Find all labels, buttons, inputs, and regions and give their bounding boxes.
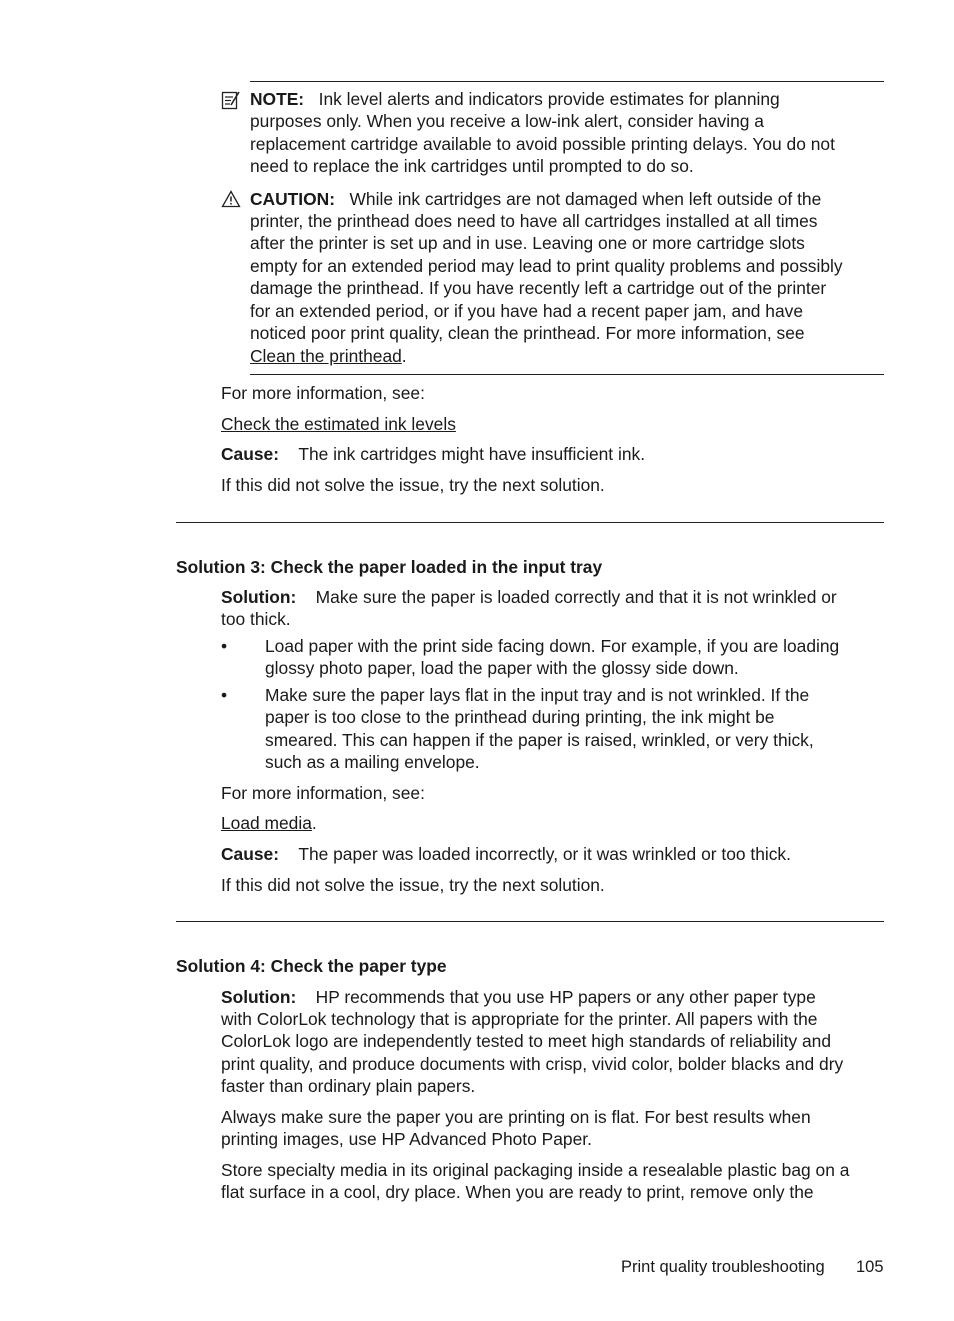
section-divider-2 bbox=[176, 921, 884, 922]
bullet-2-line-2: paper is too close to the printhead during printing, the ink might be bbox=[265, 707, 775, 727]
caution-line-8: Clean the printhead. bbox=[250, 346, 407, 366]
solution-4-line-2: with ColorLok technology that is appropriate for the printer. All papers with the bbox=[221, 1009, 818, 1029]
bullet-2-line-1: Make sure the paper lays flat in the input tray and is not wrinkled. If the bbox=[265, 685, 810, 705]
solution-3-label: Solution: bbox=[221, 587, 297, 607]
caution-line-7: noticed poor print quality, clean the printhead. For more information, see bbox=[250, 323, 805, 343]
cause-line: Cause: The ink cartridges might have insufficient ink. bbox=[221, 444, 646, 464]
bullet-marker-2: • bbox=[221, 685, 228, 705]
caution-icon bbox=[221, 190, 241, 214]
caution-line-5: damage the printhead. If you have recently left a cartridge out of the printer bbox=[250, 278, 827, 298]
solution-4-line-3: ColorLok logo are independently tested to meet high standards of reliability and bbox=[221, 1031, 832, 1051]
solution-3-heading: Solution 3: Check the paper loaded in the input tray bbox=[176, 557, 603, 577]
bullet-2-line-4: such as a mailing envelope. bbox=[265, 752, 480, 772]
solution-4-para3-line-2: flat surface in a cool, dry place. When you are ready to print, remove only the bbox=[221, 1182, 814, 1202]
solution-3-next: If this did not solve the issue, try the next solution. bbox=[221, 875, 605, 895]
bullet-2-line-3: smeared. This can happen if the paper is raised, wrinkled, or very thick, bbox=[265, 730, 814, 750]
caution-bottom-rule bbox=[250, 374, 884, 375]
bullet-1-line-2: glossy photo paper, load the paper with the glossy side down. bbox=[265, 658, 739, 678]
note-top-rule bbox=[250, 81, 884, 82]
solution-4-line-5: faster than ordinary plain papers. bbox=[221, 1076, 476, 1096]
solution-3-line-1: Solution: Make sure the paper is loaded correctly and that it is not wrinkled or bbox=[221, 587, 837, 607]
solution-3-link-line: Load media. bbox=[221, 813, 317, 833]
solution-4-para2-line-1: Always make sure the paper you are printing on is flat. For best results when bbox=[221, 1107, 811, 1127]
footer-page-number: 105 bbox=[856, 1258, 884, 1276]
note-line-1: NOTE: Ink level alerts and indicators provide estimates for planning bbox=[250, 89, 780, 109]
note-label: NOTE: bbox=[250, 89, 305, 109]
note-line-3: replacement cartridge available to avoid possible printing delays. You do not bbox=[250, 134, 835, 154]
caution-line-4: empty for an extended period may lead to print quality problems and possibly bbox=[250, 256, 843, 276]
caution-line-6: for an extended period, or if you have had a recent paper jam, and have bbox=[250, 301, 804, 321]
next-solution-text: If this did not solve the issue, try the next solution. bbox=[221, 475, 605, 495]
cause-label: Cause: bbox=[221, 444, 279, 464]
solution-4-line-4: print quality, and produce documents with crisp, vivid color, bolder blacks and dry bbox=[221, 1054, 844, 1074]
solution-3-more-info: For more information, see: bbox=[221, 783, 425, 803]
solution-4-label: Solution: bbox=[221, 987, 297, 1007]
bullet-marker-1: • bbox=[221, 636, 228, 656]
footer-section-title: Print quality troubleshooting bbox=[621, 1258, 825, 1276]
load-media-link[interactable]: Load media bbox=[221, 813, 312, 833]
caution-line-1: CAUTION: While ink cartridges are not damaged when left outside of the bbox=[250, 189, 822, 209]
solution-4-line-1: Solution: HP recommends that you use HP papers or any other paper type bbox=[221, 987, 816, 1007]
solution-4-para2-line-2: printing images, use HP Advanced Photo Paper. bbox=[221, 1129, 592, 1149]
solution-3-cause-line: Cause: The paper was loaded incorrectly, or it was wrinkled or too thick. bbox=[221, 844, 791, 864]
solution-3-line-2: too thick. bbox=[221, 609, 291, 629]
check-ink-levels-link[interactable]: Check the estimated ink levels bbox=[221, 414, 456, 434]
bullet-1-line-1: Load paper with the print side facing down. For example, if you are loading bbox=[265, 636, 840, 656]
solution-4-heading: Solution 4: Check the paper type bbox=[176, 956, 447, 976]
more-info-text: For more information, see: bbox=[221, 383, 425, 403]
solution-4-para3-line-1: Store specialty media in its original packaging inside a resealable plastic bag on a bbox=[221, 1160, 850, 1180]
section-divider-1 bbox=[176, 522, 884, 523]
caution-label: CAUTION: bbox=[250, 189, 336, 209]
note-line-2: purposes only. When you receive a low-ink alert, consider having a bbox=[250, 111, 764, 131]
note-icon bbox=[221, 90, 241, 116]
solution-3-cause-label: Cause: bbox=[221, 844, 279, 864]
clean-printhead-link[interactable]: Clean the printhead bbox=[250, 346, 402, 366]
caution-line-3: after the printer is set up and in use. Leaving one or more cartridge slots bbox=[250, 233, 805, 253]
caution-line-2: printer, the printhead does need to have all cartridges installed at all times bbox=[250, 211, 818, 231]
note-line-4: need to replace the ink cartridges until prompted to do so. bbox=[250, 156, 694, 176]
